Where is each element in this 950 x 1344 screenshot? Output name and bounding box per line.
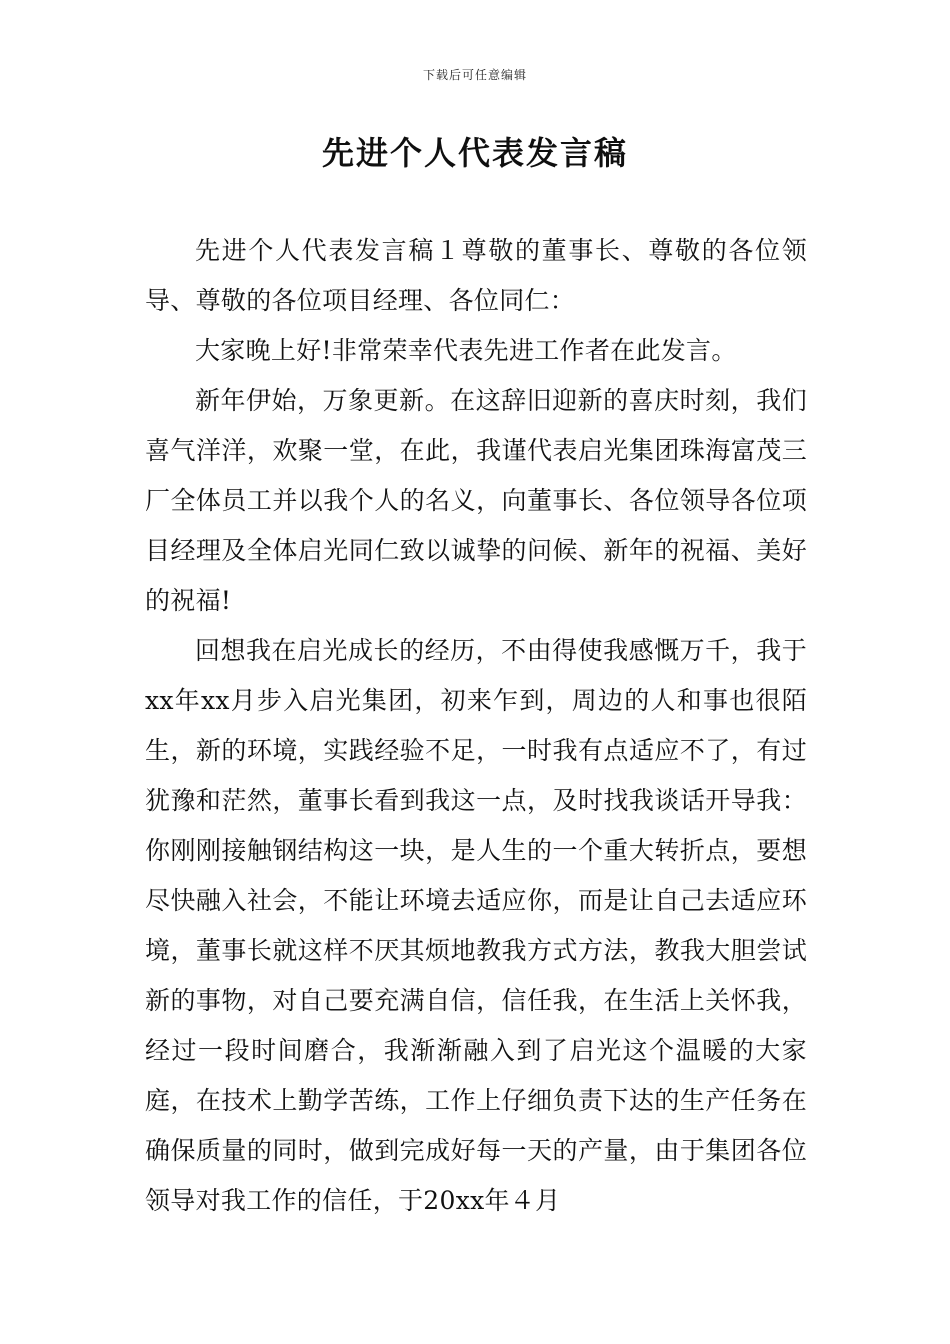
- paragraph-salutation: 先进个人代表发言稿１尊敬的董事长、尊敬的各位领导、尊敬的各位项目经理、各位同仁：: [145, 236, 807, 315]
- paragraph-new-year: 新年伊始，万象更新。在这辞旧迎新的喜庆时刻，我们喜气洋洋，欢聚一堂，在此，我谨代表启光集团珠海富茂三厂全体员工并以我个人的名义，向董事长、各位领导各位项目经理及全体启光同仁致以诚挚的问候、新年的祝福、美好的祝福!: [145, 386, 807, 615]
- header-note: 下载后可任意编辑: [422, 68, 527, 82]
- paragraph-greeting: 大家晚上好!非常荣幸代表先进工作者在此发言。: [195, 336, 737, 365]
- paragraph-experience: 回想我在启光成长的经历，不由得使我感慨万千，我于xx年xx月步入启光集团，初来乍到，周边的人和事也很陌生，新的环境，实践经验不足，一时我有点适应不了，有过犹豫和茫然，董事长看到我这一点，及时找我谈话开导我：你刚刚接触钢结构这一块，是人生的一个重大转折点，要想尽快融入社会，不能让环境去适应你，而是让自己去适应环境，董事长就这样不厌其烦地教我方式方法，教我大胆尝试新的事物，对自己要充满自信，信任我，在生活上关怀我，经过一段时间磨合，我渐渐融入到了启光这个温暖的大家庭，在技术上勤学苦练，工作上仔细负责下达的生产任务在确保质量的同时，做到完成好每一天的产量，由于集团各位领导对我工作的信任，于20xx年４月: [145, 636, 807, 1215]
- document-title: 先进个人代表发言稿: [321, 134, 628, 172]
- document-body: [145, 226, 807, 1226]
